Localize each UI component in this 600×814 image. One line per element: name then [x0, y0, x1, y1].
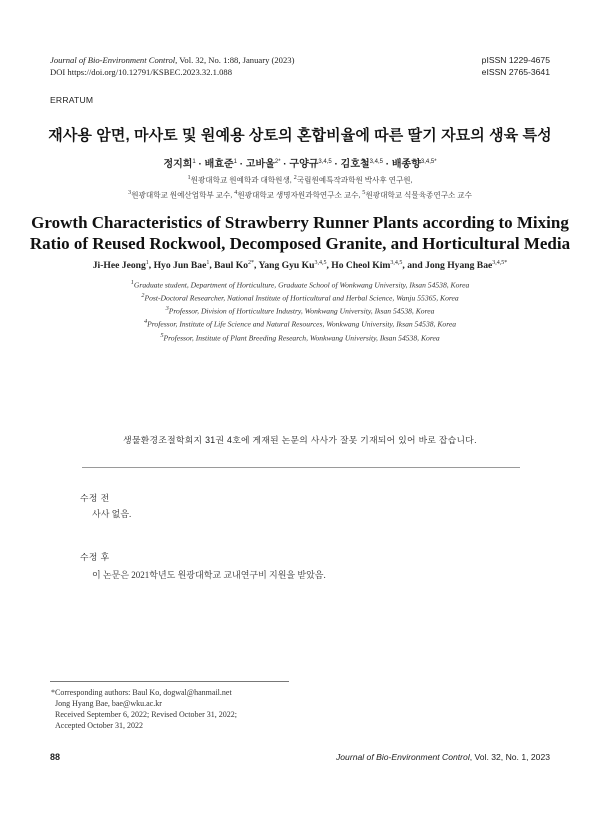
author-name: 김호철: [340, 159, 370, 170]
english-author-list: [0, 260, 600, 271]
author-separator: ,: [148, 260, 154, 271]
author-affiliation-mark: 3,4,5: [369, 159, 383, 165]
footnote-line: Jong Hyang Bae, bae@wku.ac.kr: [55, 699, 162, 708]
author-name: 구양규: [289, 159, 319, 170]
author-affiliation-mark: 3,4,5: [314, 260, 327, 266]
author-name: 배효준: [204, 159, 234, 170]
author-name: Jong Hyang Bae: [425, 260, 493, 271]
doi-text: DOI https://doi.org/10.12791/KSBEC.2023.32.1.088: [50, 67, 232, 77]
author-affiliation-mark: 3,4,5: [390, 260, 403, 266]
footnote-line: *Corresponding authors: Baul Ko, dogwal@hanmail.net: [51, 688, 232, 697]
author-name: Hyo Jun Bae: [153, 260, 207, 271]
article-type: ERRATUM: [50, 95, 94, 105]
journal-name: Journal of Bio-Environment Control: [50, 55, 176, 65]
footer-journal: Journal of Bio-Environment Control, Vol. 32, No. 1, 2023: [335, 752, 550, 762]
author-separator: ·: [236, 159, 246, 170]
english-title-line: Growth Characteristics of Strawberry Runner Plants according to Mixing: [31, 213, 569, 232]
author-name: 배종향: [391, 159, 421, 170]
after-heading: 수정 후: [80, 552, 110, 562]
author-separator: , and: [402, 260, 426, 271]
affiliation-line: [0, 278, 600, 291]
issn-block: [482, 54, 550, 78]
english-title-line: Ratio of Reused Rockwool, Decomposed Granite, and Horticultural Media: [29, 234, 571, 253]
before-body: 사사 없음.: [92, 509, 132, 519]
affiliation-mark: 4: [234, 189, 238, 197]
journal-citation: Journal of Bio-Environment Control, Vol. 32, No. 1:88, January (2023): [50, 55, 295, 65]
affiliation-mark: 1: [187, 174, 191, 181]
after-body: 이 논문은 2021학년도 원광대학교 교내연구비 지원을 받았음.: [92, 570, 326, 580]
korean-affiliation-line: [0, 172, 600, 187]
eissn: eISSN 2765-3641: [481, 67, 550, 77]
author-separator: ,: [254, 260, 259, 271]
affiliation-text: 원광대학교 원예산업학부 교수,: [131, 190, 235, 200]
affiliation-mark: 1: [130, 279, 134, 286]
author-affiliation-mark: 1: [145, 260, 149, 266]
author-name: Ho Cheol Kim: [331, 260, 391, 271]
author-separator: ,: [209, 260, 215, 271]
author-separator: ,: [326, 260, 332, 271]
affiliation-mark: 2: [293, 174, 297, 181]
korean-affiliation-line: [0, 187, 600, 202]
affiliation-text: 원광대학교 원예학과 대학원생,: [190, 175, 294, 185]
affiliation-mark: 3: [128, 189, 132, 197]
affiliation-mark: 3: [165, 305, 169, 313]
affiliation-mark: 2: [141, 292, 145, 300]
affiliation-line: [0, 304, 600, 317]
author-name: Yang Gyu Ku: [258, 260, 315, 271]
author-separator: ·: [195, 159, 205, 170]
footnote-line: Accepted October 31, 2022: [55, 721, 143, 730]
affiliation-text: Graduate student, Department of Horticulture, Graduate School of Wonkwang University, Iksan 54538, Korea: [133, 280, 470, 290]
korean-author-list: [0, 155, 600, 170]
author-name: 고바울: [245, 159, 275, 170]
before-heading: 수정 전: [80, 493, 110, 503]
author-separator: ·: [331, 159, 341, 170]
affiliation-text: Professor, Institute of Plant Breeding Research, Wonkwang University, Iksan 54538, Korea: [163, 333, 440, 343]
english-title: [0, 212, 600, 254]
affiliation-text: Post-Doctoral Researcher, National Institute of Horticultural and Herbal Science, Wanju 55365, Korea: [144, 293, 459, 303]
footer-journal-name: Journal of Bio-Environment Control: [335, 752, 470, 762]
author-separator: ·: [280, 159, 290, 170]
page-number: 88: [50, 752, 61, 762]
affiliation-line: [0, 317, 600, 330]
author-affiliation-mark: 3,4,5*: [420, 159, 437, 165]
footnote-divider: [50, 681, 289, 682]
pissn: pISSN 1229-4675: [481, 55, 550, 65]
erratum-notice: 생물환경조절학회지 31권 4호에 게재된 논문의 사사가 잘못 기재되어 있어 바로 잡습니다.: [123, 435, 477, 445]
author-affiliation-mark: 1: [206, 260, 210, 266]
affiliation-mark: 5: [362, 189, 366, 197]
korean-title: 재사용 암면, 마사토 및 원예용 상토의 혼합비율에 따른 딸기 자묘의 생육 특성: [48, 127, 552, 144]
corresponding-footnote: [51, 687, 237, 731]
journal-header: [50, 54, 294, 78]
affiliation-text: 원광대학교 식물육종연구소 교수: [365, 190, 472, 200]
author-affiliation-mark: 1: [233, 159, 237, 165]
author-name: Ji-Hee Jeong: [92, 260, 146, 271]
affiliation-text: Professor, Institute of Life Science and Natural Resources, Wonkwang University, Iksan 54538, Korea: [147, 319, 457, 329]
affiliation-line: [0, 331, 600, 344]
author-affiliation-mark: 2*: [274, 159, 281, 165]
affiliation-mark: 4: [143, 318, 148, 326]
korean-affiliations: [0, 172, 600, 202]
footnote-line: Received September 6, 2022; Revised October 31, 2022;: [55, 710, 237, 719]
affiliation-text: Professor, Division of Horticulture Industry, Wonkwang University, Iksan 54538, Korea: [168, 306, 435, 316]
author-affiliation-mark: 2*: [248, 260, 254, 266]
author-affiliation-mark: 1: [192, 159, 196, 165]
section-divider: [82, 467, 520, 468]
english-affiliations: [0, 278, 600, 344]
affiliation-text: 원광대학교 생명자원과학연구소 교수,: [237, 190, 363, 200]
affiliation-mark: 5: [160, 331, 164, 339]
affiliation-line: [0, 291, 600, 304]
author-name: Baul Ko: [214, 260, 248, 271]
author-affiliation-mark: 3,4,5: [318, 159, 332, 165]
author-separator: ·: [383, 159, 392, 170]
author-name: 정지희: [163, 159, 193, 170]
affiliation-text: 국립원예특작과학원 박사후 연구원,: [296, 175, 413, 185]
author-affiliation-mark: 3,4,5*: [492, 260, 508, 266]
